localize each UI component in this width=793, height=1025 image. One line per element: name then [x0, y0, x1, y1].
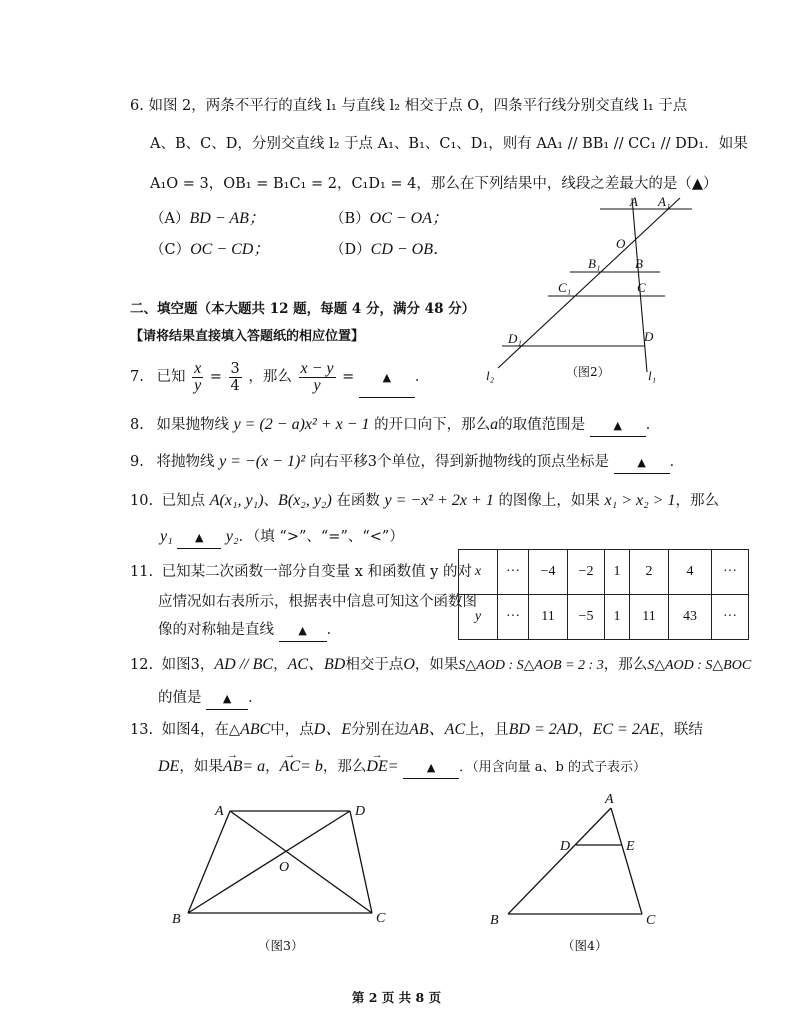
q7-frac-34: $\frac{3}{4}$ [230, 360, 240, 394]
q10-line1: 10. 已知点 A(x₁, y₁)、B(x₂, y₂) 在函数 y = −x² + 2x + 1 的图像上，如果 x₁ > x₂ > 1，那么 [130, 492, 719, 509]
label-C: C [637, 280, 646, 295]
segment-AB [188, 811, 230, 913]
segment-DC [350, 811, 372, 913]
segment-AB [508, 808, 611, 914]
segment-AC [230, 811, 372, 913]
table-header-y: y [459, 595, 498, 640]
figure-2 [480, 190, 700, 385]
fig4-label-B: B [490, 913, 499, 928]
q8: 8. 如果抛物线 y = (2 − a)x² + x − 1 的开口向下，那么a的取值范围是 ▲ ． [130, 415, 660, 437]
fig3-label-D: D [355, 804, 366, 819]
q11-line3: 像的对称轴是直线 ▲ ． [158, 620, 341, 642]
fig3-label-O: O [279, 860, 290, 875]
q7: 7. 已知 $\frac{x}{y}$ = $\frac{3}{4}$ ，那么 $\frac{x - y}{y}$ = ▲ ． [130, 358, 429, 398]
fig4-label-A: A [605, 792, 614, 807]
q6-option-a: （A）BD − AB； [150, 210, 265, 227]
fig3-label-B: B [172, 912, 181, 927]
label-A: A [630, 194, 638, 209]
q11-line1: 11. 已知某二次函数一部分自变量 x 和函数值 y 的对 [130, 564, 472, 580]
label-C1: C₁ [558, 280, 572, 295]
figure-3 [160, 795, 400, 960]
q13-blank: ▲ [403, 758, 459, 779]
label-D: D [644, 329, 654, 344]
page-footer: 第 2 页 共 8 页 [351, 990, 442, 1005]
q11-line2: 应情况如右表所示，根据表中信息可知这个函数图 [158, 594, 477, 610]
q10-blank: ▲ [177, 528, 221, 549]
figure-3-caption: （图3） [258, 938, 304, 953]
label-l1: l₁ [648, 368, 657, 383]
segment-AC [611, 808, 642, 914]
q6-option-c: （C）OC − CD； [150, 241, 270, 258]
q6-line3: A₁O = 3，OB₁ = B₁C₁ = 2，C₁D₁ = 4，那么在下列结果中，线段之差最大的是（▲） [150, 176, 718, 192]
q13-line2: DE，如果→ AB= a，→ AC= b，那么→ DE= ▲ ．（用含向量 a、b 的式子表示） [158, 757, 646, 779]
fig4-label-E: E [626, 839, 635, 854]
q7-frac-xy: $\frac{x}{y}$ [194, 359, 202, 394]
table-row-y: y ··· 11 −5 1 11 43 ··· [459, 595, 749, 640]
fig4-label-C: C [646, 913, 656, 928]
q13-line1: 13. 如图4，在△ABC中，点D、E分别在边AB、AC上，且BD = 2AD，EC = 2AE，联结 [130, 721, 703, 738]
q9: 9. 将抛物线 y = −(x − 1)² 向右平移3个单位，得到新抛物线的顶点坐标是 ▲ ． [130, 452, 684, 474]
label-A1: A₁ [658, 194, 671, 209]
q6-text-line1: 如图 2，两条不平行的直线 l₁ 与直线 l₂ 相交于点 O，四条平行线分别交直线 l₁ 于点 [148, 98, 688, 114]
q6-line2: A、B、C、D，分别交直线 l₂ 于点 A₁、B₁、C₁、D₁，则有 AA₁ // BB₁ // CC₁ // DD₁．如果 [150, 136, 748, 152]
section-2-note: 【请将结果直接填入答题纸的相应位置】 [130, 329, 365, 344]
figure-4-caption: （图4） [562, 938, 608, 953]
q12-line2: 的值是 ▲ ． [158, 688, 263, 710]
q7-blank: ▲ [359, 359, 415, 398]
q12-line1: 12. 如图3，AD // BC，AC、BD相交于点O，如果S△AOD : S△AOB = 2 : 3，那么S△AOD : S△BOC [130, 656, 752, 673]
q12-blank: ▲ [206, 689, 248, 710]
q11-value-table [458, 549, 749, 640]
q6-option-d: （D）CD − OB． [330, 241, 449, 258]
fig3-label-C: C [376, 911, 386, 926]
figure-2-caption: （图2） [566, 365, 610, 379]
fig4-label-D: D [560, 839, 571, 854]
q8-blank: ▲ [590, 416, 646, 437]
figure-4 [480, 790, 680, 960]
q6-option-b: （B）OC − OA； [330, 210, 449, 227]
q9-blank: ▲ [614, 453, 670, 474]
q10-line2: y₁ ▲ y₂．（填 “>”、“=”、“<”） [160, 527, 404, 549]
fig3-label-A: A [215, 804, 224, 819]
label-B1: B₁ [588, 256, 601, 271]
label-B: B [635, 256, 643, 271]
table-header-x: x [459, 550, 498, 595]
section-2-title: 二、填空题（本大题共 12 题，每题 4 分，满分 48 分） [130, 301, 476, 317]
q7-frac-expr: $\frac{x - y}{y}$ [300, 359, 334, 394]
label-O: O [616, 236, 626, 251]
q6-line1 [130, 96, 687, 116]
label-D1: D₁ [508, 331, 522, 346]
q11-blank: ▲ [279, 621, 327, 642]
q6-number: 6. [130, 98, 144, 114]
table-row-x: x ··· −4 −2 1 2 4 ··· [459, 550, 749, 595]
label-l2: l₂ [486, 368, 495, 383]
segment-BD [188, 811, 350, 913]
